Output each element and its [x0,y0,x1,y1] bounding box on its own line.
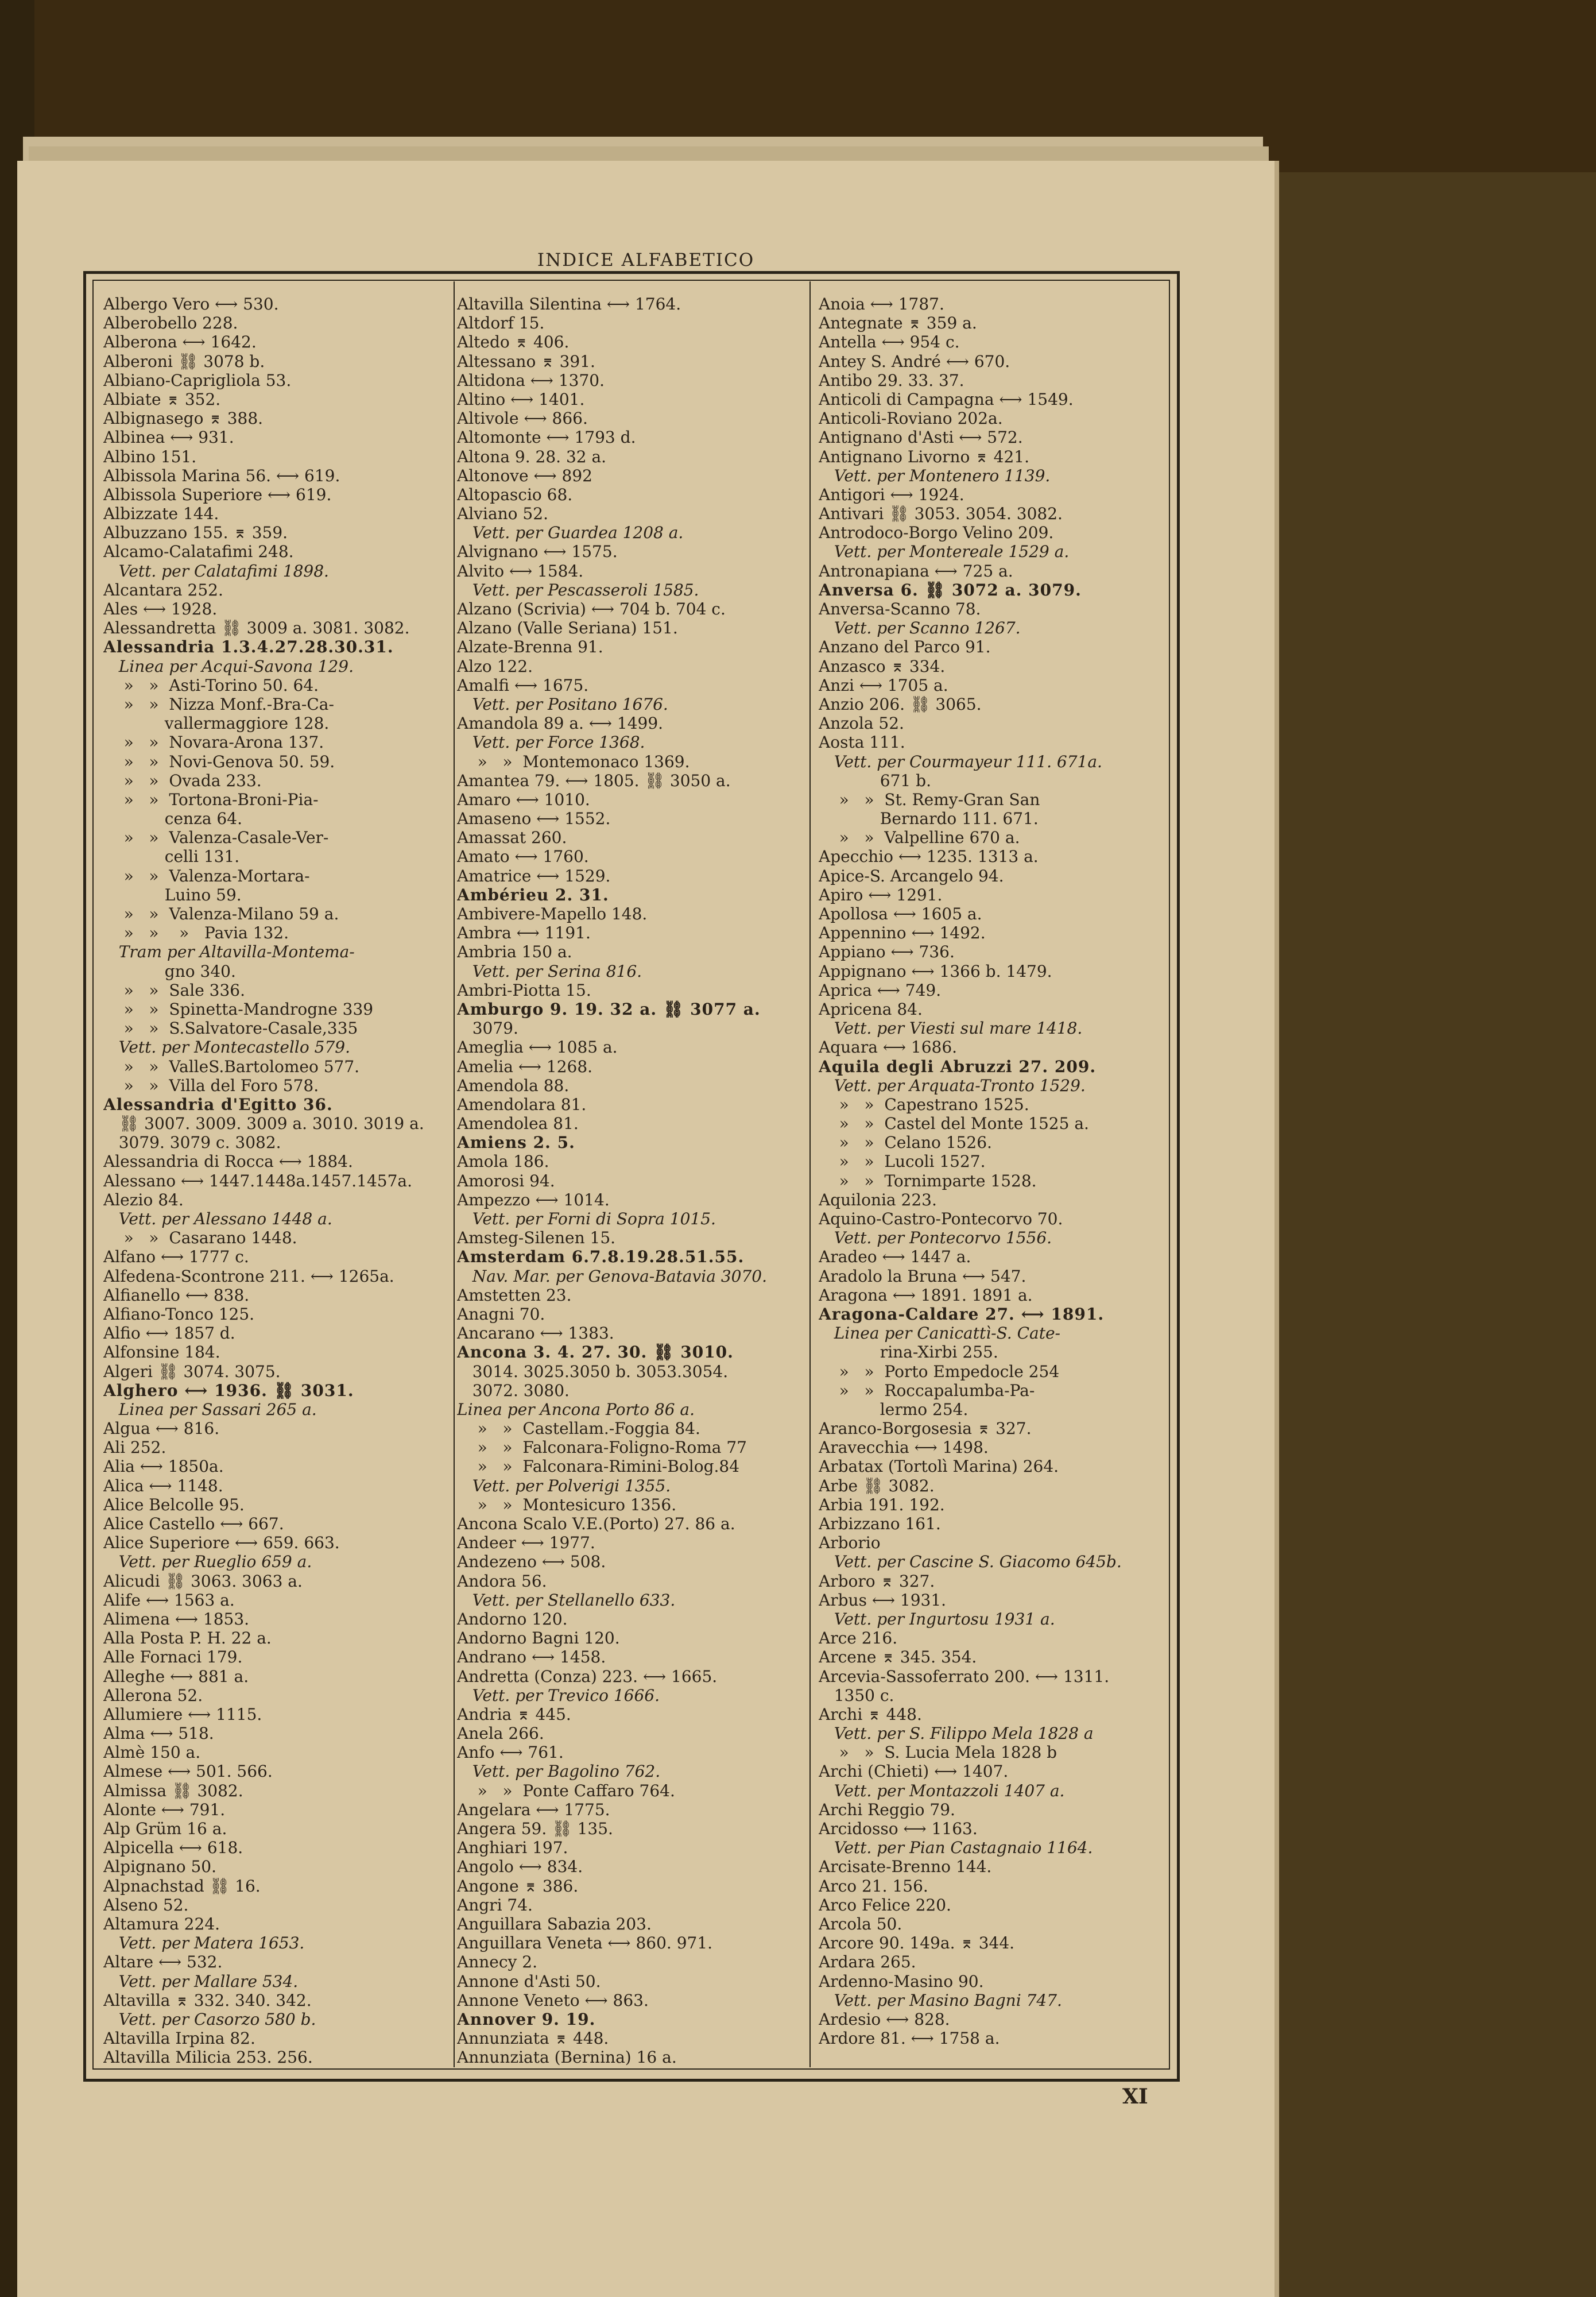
index-entry: Antronapiana ⟷ 725 a. [819,561,1013,581]
index-entry: Aragona ⟷ 1891. 1891 a. [819,1285,1033,1305]
index-entry: Vett. per Force 1368. [457,733,645,752]
index-entry: Anzola 52. [819,714,904,733]
index-entry: Aquila degli Abruzzi 27. 209. [819,1057,1097,1076]
index-entry: Ambra ⟷ 1191. [457,923,591,943]
index-entry: Amalfi ⟷ 1675. [457,675,589,695]
index-entry: Alberobello 228. [103,314,238,333]
index-entry: Annone d'Asti 50. [457,1971,601,1991]
index-entry: Amaseno ⟷ 1552. [457,809,611,829]
index-entry: Vett. per Viesti sul mare 1418. [819,1019,1083,1038]
index-entry: Anticoli-Roviano 202a. [819,409,1003,428]
index-entry: 3079. 3079 c. 3082. [103,1133,281,1153]
column-divider [454,281,455,2067]
index-entry: Amassat 260. [457,828,567,848]
index-entry: Anversa 6. ⛓ 3072 a. 3079. [819,580,1082,600]
index-entry: Antella ⟷ 954 c. [819,332,960,352]
index-entry: Alezio 84. [103,1190,184,1209]
index-entry: Alberoni ⛓ 3078 b. [103,351,265,371]
index-entry: Alberona ⟷ 1642. [103,332,257,352]
index-entry: Amsteg-Silenen 15. [457,1228,616,1248]
index-entry: » » Montesicuro 1356. [457,1495,677,1514]
index-entry: Alma ⟷ 518. [103,1724,214,1743]
index-entry: Ancona 3. 4. 27. 30. ⛓ 3010. [457,1343,734,1362]
index-entry: » » Porto Empedocle 254 [819,1362,1060,1381]
index-entry: Arce 216. [819,1629,898,1648]
index-entry: Amaro ⟷ 1010. [457,790,590,809]
index-entry: Archi ⌆ 448. [819,1704,922,1724]
index-entry: » » Sale 336. [103,980,246,1000]
index-entry: Ardenno-Masino 90. [819,1971,984,1991]
index-entry: » » Capestrano 1525. [819,1095,1029,1114]
index-entry: Alice Belcolle 95. [103,1495,245,1514]
index-entry: Arcola 50. [819,1914,902,1933]
index-entry: Almè 150 a. [103,1743,201,1762]
index-entry: Nav. Mar. per Genova-Batavia 3070. [457,1266,767,1286]
index-entry: Vett. per Pontecorvo 1556. [819,1228,1052,1248]
index-entry: » » Casarano 1448. [103,1228,297,1248]
index-entry: Archi (Chieti) ⟷ 1407. [819,1762,1009,1781]
index-entry: Ampezzo ⟷ 1014. [457,1190,610,1209]
index-entry: Anagni 70. [457,1304,545,1324]
index-entry: » » ValleS.Bartolomeo 577. [103,1057,360,1076]
index-entry: Apecchio ⟷ 1235. 1313 a. [819,847,1039,867]
index-entry: Vett. per Guardea 1208 a. [457,523,684,543]
index-entry: Alfano ⟷ 1777 c. [103,1247,249,1267]
index-entry: Alfianello ⟷ 838. [103,1285,250,1305]
index-entry: Alimena ⟷ 1853. [103,1609,250,1629]
index-entry: Amorosi 94. [457,1171,555,1190]
index-entry: Amola 186. [457,1152,549,1171]
index-entry: Andezeno ⟷ 508. [457,1552,606,1572]
index-entry: Amendola 88. [457,1076,570,1095]
index-entry: Amburgo 9. 19. 32 a. ⛓ 3077 a. [457,999,761,1019]
index-entry: Vett. per Masino Bagni 747. [819,1990,1062,2010]
index-entry: Alpignano 50. [103,1857,217,1877]
index-entry: » » Celano 1526. [819,1133,992,1153]
index-entry: Vett. per Trevico 1666. [457,1685,660,1705]
index-entry: Alvito ⟷ 1584. [457,561,584,581]
index-entry: Arco 21. 156. [819,1876,928,1896]
index-entry: Vett. per Montereale 1529 a. [819,542,1070,562]
index-entry: Vett. per Stellanello 633. [457,1590,676,1610]
index-entry: Alpnachstad ⛓ 16. [103,1876,261,1896]
index-entry: Anela 266. [457,1724,544,1743]
index-entry: Vett. per Cascine S. Giacomo 645b. [819,1552,1122,1572]
index-entry: Algeri ⛓ 3074. 3075. [103,1362,281,1381]
index-entry: » » Valenza-Milano 59 a. [103,904,339,923]
index-entry: Arbus ⟷ 1931. [819,1590,947,1610]
index-entry: Angri 74. [457,1895,533,1915]
index-entry: Almissa ⛓ 3082. [103,1781,243,1800]
index-entry: » » Montemonaco 1369. [457,752,690,771]
index-entry: Albuzzano 155. ⌆ 359. [103,523,288,543]
index-entry: Annone Veneto ⟷ 863. [457,1990,649,2010]
index-entry: Linea per Canicattì-S. Cate- [819,1324,1061,1343]
index-entry: Andeer ⟷ 1977. [457,1533,595,1553]
index-entry: Luino 59. [103,885,242,904]
index-entry: Archi Reggio 79. [819,1800,955,1819]
index-entry: Alfiano-Tonco 125. [103,1304,255,1324]
index-entry: Antivari ⛓ 3053. 3054. 3082. [819,504,1063,524]
index-entry: Antignano d'Asti ⟷ 572. [819,428,1023,447]
index-entry: Altomonte ⟷ 1793 d. [457,428,636,447]
index-entry: Almese ⟷ 501. 566. [103,1762,273,1781]
index-entry: Albignasego ⌆ 388. [103,409,264,428]
index-entry: Vett. per Rueglio 659 a. [103,1552,312,1572]
index-entry: Andrano ⟷ 1458. [457,1648,606,1667]
index-entry: Aradeo ⟷ 1447 a. [819,1247,971,1267]
index-entry: Annover 9. 19. [457,2009,596,2029]
index-entry: Arborio [819,1533,881,1553]
index-entry: Angelara ⟷ 1775. [457,1800,610,1819]
index-entry: Arbatax (Tortolì Marina) 264. [819,1457,1059,1476]
index-entry: Amendolara 81. [457,1095,587,1114]
index-entry: » » Valenza-Mortara- [103,866,310,885]
index-entry: Anfo ⟷ 761. [457,1743,564,1762]
index-entry: lermo 254. [819,1399,969,1419]
index-entry: Tram per Altavilla-Montema- [103,942,355,962]
index-entry: Aprica ⟷ 749. [819,980,942,1000]
index-entry: Anzio 206. ⛓ 3065. [819,694,982,714]
index-entry: » » St. Remy-Gran San [819,790,1040,809]
index-entry: Altivole ⟷ 866. [457,409,588,428]
index-entry: Alvignano ⟷ 1575. [457,542,618,562]
index-entry: Albergo Vero ⟷ 530. [103,295,279,314]
index-entry: Angolo ⟷ 834. [457,1857,583,1877]
index-entry: Altopascio 68. [457,485,573,504]
index-entry: Vett. per Montecastello 579. [103,1038,350,1057]
index-entry: Alice Superiore ⟷ 659. 663. [103,1533,340,1553]
index-entry: » » Tornimparte 1528. [819,1171,1037,1190]
index-entry: Anoia ⟷ 1787. [819,295,944,314]
index-entry: Apice-S. Arcangelo 94. [819,866,1004,885]
index-entry: Vett. per Positano 1676. [457,694,668,714]
index-entry: Alessandria 1.3.4.27.28.30.31. [103,637,394,657]
index-entry: Alfio ⟷ 1857 d. [103,1324,235,1343]
index-entry: Alseno 52. [103,1895,189,1915]
index-entry: Appignano ⟷ 1366 b. 1479. [819,961,1052,981]
index-entry: 3014. 3025.3050 b. 3053.3054. [457,1362,729,1381]
index-entry: Alessano ⟷ 1447.1448a.1457.1457a. [103,1171,413,1190]
index-entry: » » Lucoli 1527. [819,1152,986,1171]
index-entry: Arbe ⛓ 3082. [819,1476,935,1495]
index-entry: Arcidosso ⟷ 1163. [819,1819,978,1838]
index-entry: Vett. per Pian Castagnaio 1164. [819,1838,1093,1858]
index-entry: Altavilla ⌆ 332. 340. 342. [103,1990,312,2010]
index-entry: » » Ovada 233. [103,771,262,790]
index-entry: Alica ⟷ 1148. [103,1476,223,1495]
index-entry: Aranco-Borgosesia ⌆ 327. [819,1419,1032,1438]
index-entry: Vett. per Bagolino 762. [457,1762,661,1781]
index-entry: Vett. per Matera 1653. [103,1933,305,1953]
index-column-3 [819,295,1163,2048]
index-entry: Allerona 52. [103,1685,203,1705]
index-entry: Alonte ⟷ 791. [103,1800,226,1819]
index-entry: ⛓ 3007. 3009. 3009 a. 3010. 3019 a. [103,1114,424,1134]
index-entry: Vett. per Calatafimi 1898. [103,561,329,581]
index-entry: Alia ⟷ 1850a. [103,1457,224,1476]
index-entry: Ali 252. [103,1438,166,1457]
index-entry: » » Tortona-Broni-Pia- [103,790,319,809]
page-number: XI [1122,2085,1148,2109]
index-entry: Altamura 224. [103,1914,220,1933]
index-entry: Altedo ⌆ 406. [457,332,570,352]
index-entry: Amatrice ⟷ 1529. [457,866,611,885]
index-entry: Andora 56. [457,1571,547,1591]
index-entry: Andorno 120. [457,1609,568,1629]
index-entry: Ancona Scalo V.E.(Porto) 27. 86 a. [457,1514,735,1533]
index-entry: rina-Xirbi 255. [819,1343,998,1362]
index-entry: Alcamo-Calatafimi 248. [103,542,294,562]
index-entry: Altessano ⌆ 391. [457,351,595,371]
index-entry: Anversa-Scanno 78. [819,600,981,618]
index-entry: Vett. per Courmayeur 111. 671a. [819,752,1102,771]
index-entry: Vett. per Montazzoli 1407 a. [819,1781,1065,1800]
index-entry: Aquilonia 223. [819,1190,937,1209]
index-entry: » » Villa del Foro 578. [103,1076,319,1095]
index-entry: Ales ⟷ 1928. [103,600,218,618]
index-entry: Altino ⟷ 1401. [457,389,585,409]
index-entry: Alessandria d'Egitto 36. [103,1095,333,1114]
index-entry: » » S. Lucia Mela 1828 b [819,1743,1057,1762]
index-entry: cenza 64. [103,809,242,829]
index-entry: Vett. per Alessano 1448 a. [103,1209,332,1228]
index-entry: Alle Fornaci 179. [103,1648,243,1667]
index-entry: Albinea ⟷ 931. [103,428,234,447]
index-entry: Annecy 2. [457,1952,537,1972]
index-entry: Vett. per Polverigi 1355. [457,1476,671,1495]
index-entry: Antegnate ⌆ 359 a. [819,314,977,333]
index-entry: Alp Grüm 16 a. [103,1819,227,1838]
index-entry: » » » Pavia 132. [103,923,289,943]
index-entry: Altavilla Milicia 253. 256. [103,2048,313,2067]
index-entry: gno 340. [103,961,236,981]
index-entry: Linea per Sassari 265 a. [103,1399,317,1419]
index-entry: Aquino-Castro-Pontecorvo 70. [819,1209,1063,1228]
index-column-1 [103,295,454,2067]
index-entry: Alzo 122. [457,656,533,676]
index-entry: Andretta (Conza) 223. ⟷ 1665. [457,1666,718,1686]
index-entry: Altavilla Silentina ⟷ 1764. [457,295,681,314]
index-entry: Altona 9. 28. 32 a. [457,447,607,466]
index-entry: Amsterdam 6.7.8.19.28.51.55. [457,1247,745,1267]
index-entry: Ardore 81. ⟷ 1758 a. [819,2029,1000,2048]
index-entry: Amelia ⟷ 1268. [457,1057,593,1076]
index-entry: Annunziata ⌆ 448. [457,2029,609,2048]
index-entry: Andorno Bagni 120. [457,1629,620,1648]
index-entry: Amendolea 81. [457,1114,579,1134]
index-entry: Linea per Ancona Porto 86 a. [457,1399,695,1419]
index-entry: Alessandretta ⛓ 3009 a. 3081. 3082. [103,618,410,638]
index-entry: Alice Castello ⟷ 667. [103,1514,284,1533]
index-entry: Appiano ⟷ 736. [819,942,955,962]
index-column-2 [457,295,801,2067]
index-entry: » » S.Salvatore-Casale,335 [103,1019,358,1038]
index-entry: » » Castellam.-Foggia 84. [457,1419,700,1438]
index-entry: Allumiere ⟷ 1115. [103,1704,262,1724]
index-entry: vallermaggiore 128. [103,714,330,733]
index-entry: Ardara 265. [819,1952,916,1972]
index-entry: Antrodoco-Borgo Velino 209. [819,523,1054,543]
index-entry: 3079. [457,1019,518,1038]
index-entry: Vett. per Scanno 1267. [819,618,1021,638]
index-entry: Vett. per Arquata-Tronto 1529. [819,1076,1086,1095]
index-entry: Anzi ⟷ 1705 a. [819,675,948,695]
index-entry: Linea per Acqui-Savona 129. [103,656,354,676]
index-entry: Angera 59. ⛓ 135. [457,1819,613,1838]
book-page [17,161,1275,2297]
index-entry: Antignano Livorno ⌆ 421. [819,447,1030,466]
index-entry: Bernardo 111. 671. [819,809,1039,829]
index-entry: Ancarano ⟷ 1383. [457,1324,614,1343]
index-entry: Vett. per Ingurtosu 1931 a. [819,1609,1055,1629]
index-entry: Ardesio ⟷ 828. [819,2009,950,2029]
index-entry: Apollosa ⟷ 1605 a. [819,904,982,923]
index-entry: Altidona ⟷ 1370. [457,370,605,390]
index-entry: Anguillara Veneta ⟷ 860. 971. [457,1933,713,1953]
index-entry: Apiro ⟷ 1291. [819,885,943,904]
index-entry: Vett. per S. Filippo Mela 1828 a [819,1724,1094,1743]
index-entry: Alleghe ⟷ 881 a. [103,1666,249,1686]
index-entry: » » Falconara-Foligno-Roma 77 [457,1438,747,1457]
index-entry: Altare ⟷ 532. [103,1952,223,1972]
index-entry: Alfonsine 184. [103,1343,220,1362]
index-entry: Alessandria di Rocca ⟷ 1884. [103,1152,353,1171]
index-entry: Anzano del Parco 91. [819,637,991,657]
index-entry: » » Ponte Caffaro 764. [457,1781,675,1800]
index-entry: Albizzate 144. [103,504,219,524]
index-entry: Algua ⟷ 816. [103,1419,220,1438]
index-entry: Vett. per Serina 816. [457,961,642,981]
index-entry: Ambria 150 a. [457,942,572,962]
index-entry: Alviano 52. [457,504,548,524]
index-entry: Arco Felice 220. [819,1895,951,1915]
index-entry: Aosta 111. [819,733,905,752]
index-entry: Antibo 29. 33. 37. [819,370,964,390]
index-entry: Arcore 90. 149a. ⌆ 344. [819,1933,1015,1953]
index-entry: Albissola Marina 56. ⟷ 619. [103,466,340,485]
index-entry: Alpicella ⟷ 618. [103,1838,243,1858]
index-entry: » » Valpelline 670 a. [819,828,1020,848]
index-entry: Amandola 89 a. ⟷ 1499. [457,714,664,733]
index-entry: Arbia 191. 192. [819,1495,945,1514]
index-entry: Vett. per Forni di Sopra 1015. [457,1209,716,1228]
index-entry: » » Novara-Arona 137. [103,733,324,752]
index-entry: Aquara ⟷ 1686. [819,1038,958,1057]
index-entry: Amantea 79. ⟷ 1805. ⛓ 3050 a. [457,771,731,790]
index-entry: Aravecchia ⟷ 1498. [819,1438,989,1457]
index-entry: Ambivere-Mapello 148. [457,904,648,923]
index-entry: Arcene ⌆ 345. 354. [819,1648,977,1667]
index-entry: » » Castel del Monte 1525 a. [819,1114,1089,1134]
index-entry: 3072. 3080. [457,1380,570,1400]
index-entry: » » Asti-Torino 50. 64. [103,675,319,695]
index-entry: Albissola Superiore ⟷ 619. [103,485,332,504]
index-entry: Ameglia ⟷ 1085 a. [457,1038,618,1057]
index-entry: » » Nizza Monf.-Bra-Ca- [103,694,334,714]
index-entry: Anghiari 197. [457,1838,568,1858]
index-entry: Amstetten 23. [457,1285,572,1305]
index-entry: Amato ⟷ 1760. [457,847,589,867]
index-entry: Arboro ⌆ 327. [819,1571,935,1591]
index-entry: Aradolo la Bruna ⟷ 547. [819,1266,1026,1286]
index-entry: Alife ⟷ 1563 a. [103,1590,235,1610]
index-entry: Alzano (Scrivia) ⟷ 704 b. 704 c. [457,600,726,618]
index-entry: Arbizzano 161. [819,1514,941,1533]
index-entry: Anzasco ⌆ 334. [819,656,946,676]
index-entry: Alzate-Brenna 91. [457,637,603,657]
index-entry: Amiens 2. 5. [457,1133,575,1153]
index-entry: Alghero ⟷ 1936. ⛓ 3031. [103,1380,354,1400]
index-entry: » » Falconara-Rimini-Bolog.84 [457,1457,740,1476]
index-entry: » » Valenza-Casale-Ver- [103,828,329,848]
index-entry: celli 131. [103,847,240,867]
index-entry: » » Novi-Genova 50. 59. [103,752,335,771]
index-entry: Apricena 84. [819,999,923,1019]
index-entry: Angone ⌆ 386. [457,1876,579,1896]
index-entry: Alcantara 252. [103,580,223,600]
index-entry: 671 b. [819,771,931,790]
index-entry: Vett. per Pescasseroli 1585. [457,580,699,600]
index-entry: Albiate ⌆ 352. [103,389,221,409]
index-entry: Alzano (Valle Seriana) 151. [457,618,678,638]
index-entry: Annunziata (Bernina) 16 a. [457,2048,677,2067]
index-entry: Alla Posta P. H. 22 a. [103,1629,272,1648]
index-entry: Vett. per Montenero 1139. [819,466,1051,485]
index-entry: Altdorf 15. [457,314,545,333]
index-entry: Ambri-Piotta 15. [457,980,591,1000]
index-entry: Anguillara Sabazia 203. [457,1914,652,1933]
index-entry: Alicudi ⛓ 3063. 3063 a. [103,1571,303,1591]
page-header: INDICE ALFABETICO [537,250,755,270]
index-entry: Andria ⌆ 445. [457,1704,571,1724]
index-entry: Vett. per Casorzo 580 b. [103,2009,316,2029]
index-entry: Ambérieu 2. 31. [457,885,609,904]
index-entry: Albino 151. [103,447,197,466]
column-divider [809,281,811,2067]
index-entry: Arcisate-Brenno 144. [819,1857,992,1877]
index-entry: 1350 c. [819,1685,894,1705]
index-entry: Altonove ⟷ 892 [457,466,592,485]
index-entry: Appennino ⟷ 1492. [819,923,986,943]
index-entry: Vett. per Mallare 534. [103,1971,299,1991]
index-entry: Antey S. André ⟷ 670. [819,351,1010,371]
index-entry: Antigori ⟷ 1924. [819,485,964,504]
index-entry: Alfedena-Scontrone 211. ⟷ 1265a. [103,1266,394,1286]
index-entry: Altavilla Irpina 82. [103,2029,255,2048]
index-entry: Aragona-Caldare 27. ⟷ 1891. [819,1304,1105,1324]
index-entry: Anticoli di Campagna ⟷ 1549. [819,389,1074,409]
index-entry: Arcevia-Sassoferrato 200. ⟷ 1311. [819,1666,1110,1686]
index-entry: » » Spinetta-Mandrogne 339 [103,999,374,1019]
index-entry: » » Roccapalumba-Pa- [819,1380,1035,1400]
index-entry: Albiano-Caprigliola 53. [103,370,292,390]
